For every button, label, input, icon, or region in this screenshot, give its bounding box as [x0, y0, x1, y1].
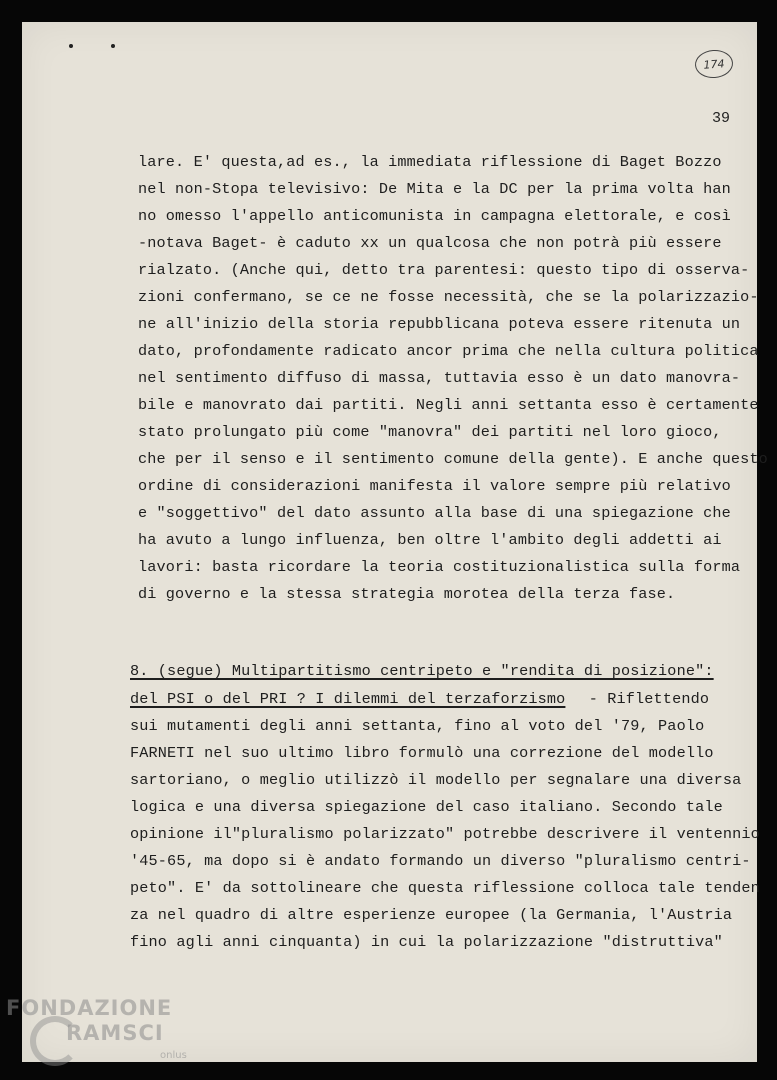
folio-stamp: 174: [694, 49, 734, 80]
text-line: -notava Baget- è caduto xx un qualcosa che non potrà più essere: [138, 234, 722, 252]
punch-mark: [69, 44, 73, 48]
text-line: ne all'inizio della storia repubblicana poteva essere ritenuta un: [138, 315, 741, 333]
text-line: fino agli anni cinquanta) in cui la polarizzazione "distruttiva": [130, 933, 723, 951]
text-line: di governo e la stessa strategia morotea della terza fase.: [138, 585, 676, 603]
watermark-line3: onlus: [160, 1050, 187, 1061]
text-line: stato prolungato più come "manovra" dei partiti nel loro gioco,: [138, 423, 722, 441]
text-line: FARNETI nel suo ultimo libro formulò una correzione del modello: [130, 744, 714, 762]
text-line: nel sentimento diffuso di massa, tuttavia esso è un dato manovra-: [138, 369, 741, 387]
section-heading-line1: 8. (segue) Multipartitismo centripeto e "rendita di posizione":: [130, 662, 714, 680]
text-line: opinione il"pluralismo polarizzato" potrebbe descrivere il ventennio: [130, 825, 760, 843]
watermark-line2: RAMSCI: [66, 1021, 164, 1045]
text-line: lavori: basta ricordare la teoria costituzionalistica sulla forma: [138, 558, 741, 576]
text-line: dato, profondamente radicato ancor prima che nella cultura politica: [138, 342, 759, 360]
text-line: '45-65, ma dopo si è andato formando un diverso "pluralismo centri-: [130, 852, 751, 870]
page-number: 39: [712, 110, 731, 127]
text-line: rialzato. (Anche qui, detto tra parentesi: questo tipo di osserva-: [138, 261, 750, 279]
text-line: logica e una diversa spiegazione del caso italiano. Secondo tale: [130, 798, 723, 816]
section-heading-line2-wrap: [130, 690, 709, 708]
text-line: sui mutamenti degli anni settanta, fino al voto del '79, Paolo: [130, 717, 705, 735]
text-line: zioni confermano, se ce ne fosse necessità, che se la polarizzazio-: [138, 288, 759, 306]
text-line: sartoriano, o meglio utilizzò il modello per segnalare una diversa: [130, 771, 742, 789]
text-line: nel non-Stopa televisivo: De Mita e la DC per la prima volta han: [138, 180, 731, 198]
text-line: za nel quadro di altre esperienze europee (la Germania, l'Austria: [130, 906, 733, 924]
text-line: no omesso l'appello anticomunista in campagna elettorale, e così: [138, 207, 731, 225]
watermark-line1: FONDAZIONE: [6, 996, 173, 1020]
document-page: [22, 22, 768, 1062]
text-line: peto". E' da sottolineare che questa riflessione colloca tale tenden: [130, 879, 760, 897]
text-line: ordine di considerazioni manifesta il valore sempre più relativo: [138, 477, 731, 495]
text-line: ha avuto a lungo influenza, ben oltre l'ambito degli addetti ai: [138, 531, 722, 549]
section-heading-line2: del PSI o del PRI ? I dilemmi del terzaforzismo: [130, 690, 566, 708]
text-line: e "soggettivo" del dato assunto alla base di una spiegazione che: [138, 504, 731, 522]
text-line: che per il senso e il sentimento comune della gente). E anche questo: [138, 450, 768, 468]
punch-mark: [111, 44, 115, 48]
section-heading-tail: - Riflettendo: [588, 690, 710, 708]
text-line: bile e manovrato dai partiti. Negli anni settanta esso è certamente: [138, 396, 759, 414]
text-line: lare. E' questa,ad es., la immediata riflessione di Baget Bozzo: [138, 153, 722, 171]
